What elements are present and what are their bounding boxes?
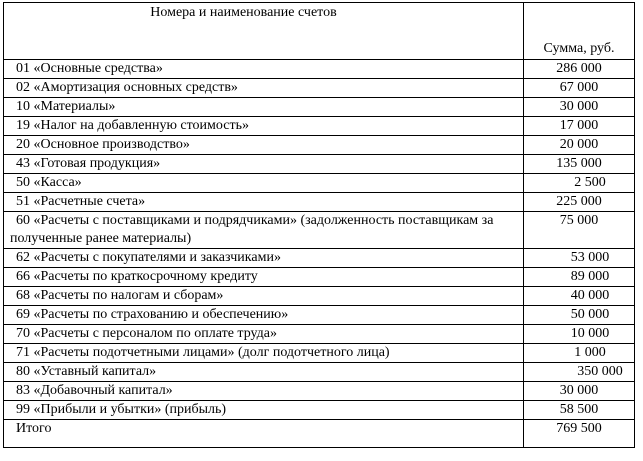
table-row [4,79,635,98]
total-label: Итого [4,420,524,448]
account-sum: 2 500 [524,174,635,193]
account-sum: 20 000 [524,136,635,155]
account-sum: 10 000 [524,325,635,344]
account-name: 50 «Касса» [4,174,524,193]
account-sum: 75 000 [524,212,635,249]
account-sum: 50 000 [524,306,635,325]
header-row [4,3,635,60]
table-row [4,401,635,420]
table-row [4,60,635,79]
account-sum: 30 000 [524,98,635,117]
table-row [4,155,635,174]
account-sum: 135 000 [524,155,635,174]
table-row [4,287,635,306]
account-sum: 17 000 [524,117,635,136]
table-row [4,98,635,117]
account-sum: 30 000 [524,382,635,401]
account-sum: 89 000 [524,268,635,287]
account-name: 99 «Прибыли и убытки» (прибыль) [4,401,524,420]
account-sum: 286 000 [524,60,635,79]
account-sum: 1 000 [524,344,635,363]
table-row [4,136,635,155]
total-row [4,420,635,448]
account-name: 83 «Добавочный капитал» [4,382,524,401]
account-name: 68 «Расчеты по налогам и сборам» [4,287,524,306]
table-row [4,382,635,401]
table-row [4,249,635,268]
account-sum: 58 500 [524,401,635,420]
account-name: 01 «Основные средства» [4,60,524,79]
table-row [4,306,635,325]
account-name: 60 «Расчеты с поставщиками и подрядчиками» (задолженность поставщикам за полученные ранее материалы) [4,212,524,249]
account-name: 20 «Основное производство» [4,136,524,155]
table-row [4,325,635,344]
header-name-cell: Номера и наименование счетов [4,3,524,60]
account-name: 80 «Уставный капитал» [4,363,524,382]
total-sum: 769 500 [524,420,635,448]
account-name: 66 «Расчеты по краткосрочному кредиту [4,268,524,287]
account-sum: 67 000 [524,79,635,98]
header-sum-cell: Сумма, руб. [524,3,635,60]
account-sum: 350 000 [524,363,635,382]
table-row [4,174,635,193]
account-name: 10 «Материалы» [4,98,524,117]
account-name: 19 «Налог на добавленную стоимость» [4,117,524,136]
account-name: 02 «Амортизация основных средств» [4,79,524,98]
account-name: 69 «Расчеты по страхованию и обеспечению» [4,306,524,325]
account-name: 71 «Расчеты подотчетными лицами» (долг подотчетного лица) [4,344,524,363]
account-sum: 225 000 [524,193,635,212]
account-name: 43 «Готовая продукция» [4,155,524,174]
account-name: 70 «Расчеты с персоналом по оплате труда» [4,325,524,344]
account-sum: 40 000 [524,287,635,306]
table-row [4,363,635,382]
table-row [4,344,635,363]
table-row [4,212,635,249]
table-row [4,193,635,212]
table-row [4,268,635,287]
account-name: 62 «Расчеты с покупателями и заказчиками» [4,249,524,268]
table-row [4,117,635,136]
account-sum: 53 000 [524,249,635,268]
account-name: 51 «Расчетные счета» [4,193,524,212]
accounts-table [3,2,635,448]
